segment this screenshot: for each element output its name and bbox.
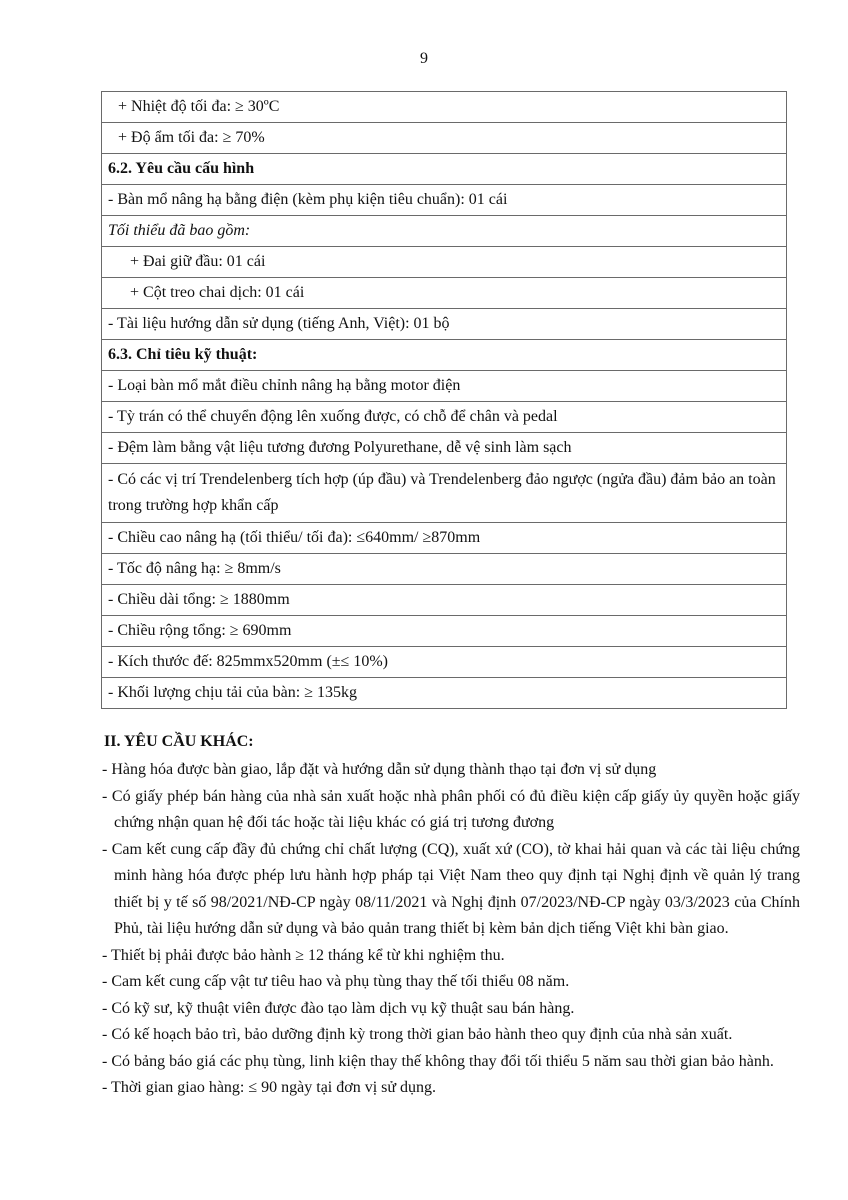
table-row: [102, 616, 787, 647]
list-item: - Có kỹ sư, kỹ thuật viên được đào tạo làm dịch vụ kỹ thuật sau bán hàng.: [102, 999, 575, 1017]
table-row: [102, 309, 787, 340]
page-number: 9: [420, 50, 428, 67]
table-row: [102, 278, 787, 309]
table-cell: + Nhiệt độ tối đa: ≥ 30ºC: [102, 92, 787, 123]
list-item: - Có giấy phép bán hàng của nhà sản xuất hoặc nhà phân phối có đủ điều kiện cấp giấy ủy quyền hoặc giấy chứng nhận quan hệ đối tác hoặc tài liệu khác có giá trị tương đương: [102, 787, 800, 831]
table-row: [102, 464, 787, 523]
list-item: - Thời gian giao hàng: ≤ 90 ngày tại đơn vị sử dụng.: [102, 1079, 437, 1096]
table-row: [102, 371, 787, 402]
table-cell: - Tốc độ nâng hạ: ≥ 8mm/s: [102, 554, 787, 585]
table-row: [102, 340, 787, 371]
table-cell: - Tỳ trán có thể chuyển động lên xuống được, có chỗ để chân và pedal: [102, 402, 787, 433]
table-row: [102, 678, 787, 709]
table-cell: - Tài liệu hướng dẫn sử dụng (tiếng Anh, Việt): 01 bộ: [102, 309, 787, 340]
table-row: [102, 216, 787, 247]
table-cell: - Có các vị trí Trendelenberg tích hợp (úp đầu) và Trendelenberg đảo ngược (ngửa đầu) đảm bảo an toàn trong trường hợp khẩn cấp: [102, 464, 787, 523]
table-cell: - Khối lượng chịu tải của bàn: ≥ 135kg: [102, 678, 787, 709]
table-cell: + Đai giữ đầu: 01 cái: [102, 247, 787, 278]
table-row: [102, 123, 787, 154]
table-row: [102, 523, 787, 554]
list-item: - Có bảng báo giá các phụ tùng, linh kiện thay thế không thay đổi tối thiểu 5 năm sau thời gian bảo hành.: [102, 1052, 774, 1070]
table-row: [102, 185, 787, 216]
section-heading-cell: 6.3. Chỉ tiêu kỹ thuật:: [102, 340, 787, 371]
table-cell: + Cột treo chai dịch: 01 cái: [102, 278, 787, 309]
table-cell: - Đệm làm bằng vật liệu tương đương Polyurethane, dễ vệ sinh làm sạch: [102, 433, 787, 464]
table-cell: Tối thiểu đã bao gồm:: [102, 216, 787, 247]
spec-table: [101, 91, 787, 709]
table-row: [102, 247, 787, 278]
list-item: - Thiết bị phải được bảo hành ≥ 12 tháng kể từ khi nghiệm thu.: [102, 946, 505, 964]
table-row: [102, 92, 787, 123]
table-cell: + Độ ẩm tối đa: ≥ 70%: [102, 123, 787, 154]
table-cell: - Chiều cao nâng hạ (tối thiểu/ tối đa): ≤640mm/ ≥870mm: [102, 523, 787, 554]
table-row: [102, 433, 787, 464]
list-item: - Có kế hoạch bảo trì, bảo dưỡng định kỳ trong thời gian bảo hành theo quy định của nhà sản xuất.: [102, 1026, 733, 1043]
table-cell: - Loại bàn mổ mắt điều chỉnh nâng hạ bằng motor điện: [102, 371, 787, 402]
list-item: - Hàng hóa được bàn giao, lắp đặt và hướng dẫn sử dụng thành thạo tại đơn vị sử dụng: [102, 761, 657, 778]
table-row: [102, 647, 787, 678]
section-heading-cell: 6.2. Yêu cầu cấu hình: [102, 154, 787, 185]
table-row: [102, 554, 787, 585]
table-cell: - Chiều dài tổng: ≥ 1880mm: [102, 585, 787, 616]
list-item: - Cam kết cung cấp đầy đủ chứng chỉ chất lượng (CQ), xuất xứ (CO), tờ khai hải quan và các tài liệu chứng minh hàng hóa được phép lưu hành hợp pháp tại Việt Nam theo quy định tại Nghị định về quản lý trang thiết bị y tế số 98/2021/NĐ-CP ngày 08/11/2021 và Nghị định 07/2023/NĐ-CP ngày 03/3/2023 của Chính Phủ, tài liệu hướng dẫn sử dụng và bảo quản trang thiết bị kèm bản dịch tiếng Việt khi bàn giao.: [102, 840, 800, 937]
requirements-list: [102, 757, 800, 1102]
table-row: [102, 402, 787, 433]
section-title-other-requirements: II. YÊU CẦU KHÁC:: [104, 733, 254, 750]
table-cell: - Chiều rộng tổng: ≥ 690mm: [102, 616, 787, 647]
table-cell: - Bàn mổ nâng hạ bằng điện (kèm phụ kiện tiêu chuẩn): 01 cái: [102, 185, 787, 216]
table-row: [102, 154, 787, 185]
table-cell: - Kích thước đế: 825mmx520mm (±≤ 10%): [102, 647, 787, 678]
table-row: [102, 585, 787, 616]
list-item: - Cam kết cung cấp vật tư tiêu hao và phụ tùng thay thế tối thiểu 08 năm.: [102, 973, 570, 990]
